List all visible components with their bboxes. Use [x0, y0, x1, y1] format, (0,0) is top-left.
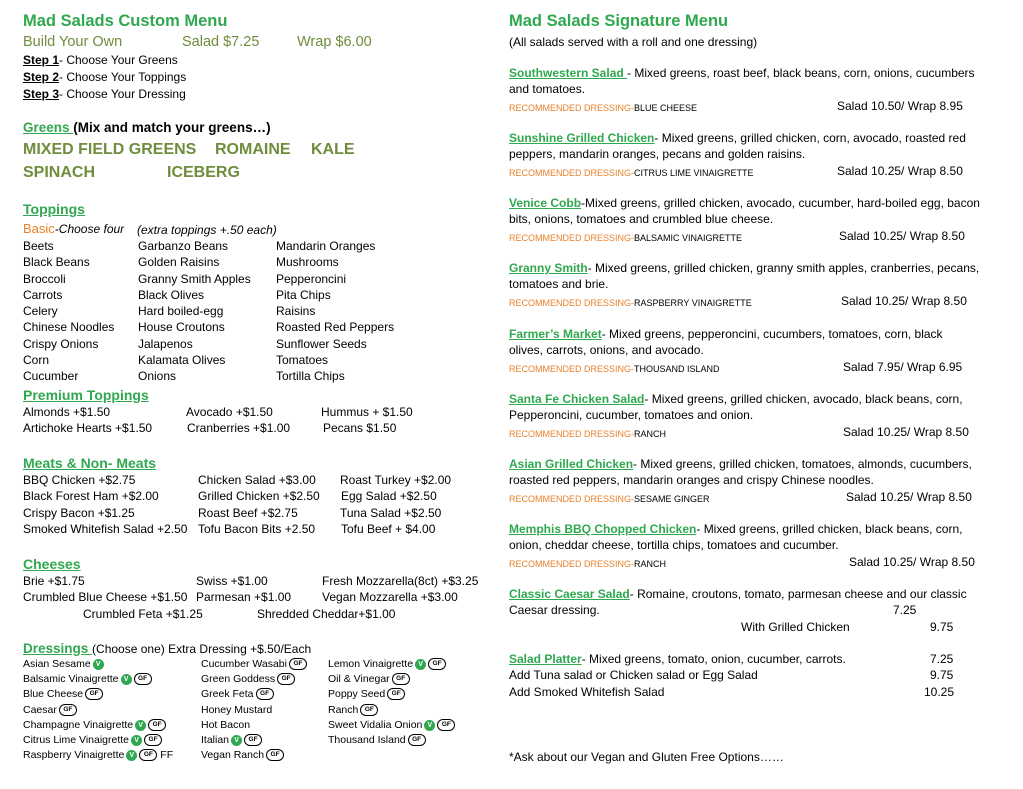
recommended-dressing: RECOMMENDED DRESSING-BLUE CHEESE: [509, 103, 698, 113]
premium-item: Almonds +$1.50: [23, 405, 111, 419]
vegan-icon: V: [126, 750, 137, 761]
topping-item: Cucumber: [23, 369, 79, 384]
salad-name: Sunshine Grilled Chicken: [509, 131, 655, 145]
salad-line: Granny Smith- Mixed greens, grilled chicken, granny smith apples, cranberries, pecans,: [509, 261, 980, 275]
salad-price: Salad 7.95/ Wrap 6.95: [843, 360, 963, 374]
dressing-item: Raspberry Vinaigrette V GF FF: [23, 749, 174, 761]
dressing-item: Greek Feta GF: [201, 688, 274, 701]
meat-item: Tuna Salad +$2.50: [340, 506, 442, 520]
salad-price: Salad 10.25/ Wrap 8.50: [837, 164, 963, 178]
topping-item: Corn: [23, 353, 50, 368]
meat-item: BBQ Chicken +$2.75: [23, 473, 136, 487]
recommended-dressing: RECOMMENDED DRESSING-RANCH: [509, 429, 667, 439]
caesar-with-price: 9.75: [930, 620, 954, 634]
salad-desc2: peppers, mandarin oranges, pecans and golden raisins.: [509, 147, 806, 161]
platter-price: 7.25: [930, 652, 954, 666]
recommended-dressing: RECOMMENDED DRESSING-CITRUS LIME VINAIGRETTE: [509, 168, 754, 178]
vegan-icon: V: [135, 720, 146, 731]
gluten-free-icon: GF: [244, 734, 262, 746]
vegan-icon: V: [231, 735, 242, 746]
premium-item: Cranberries +$1.00: [187, 421, 291, 435]
dressing-item: Balsamic Vinaigrette V GF: [23, 673, 152, 686]
salad-name: Santa Fe Chicken Salad: [509, 392, 645, 406]
gluten-free-icon: GF: [85, 688, 103, 700]
dressing-item: Italian V GF: [201, 734, 262, 747]
salad-desc2: roasted red peppers, mandarin oranges and crispy Chinese noodles.: [509, 473, 874, 487]
topping-item: Beets: [23, 239, 54, 253]
salad-line: Asian Grilled Chicken- Mixed greens, grilled chicken, tomatoes, almonds, cucumbers,: [509, 457, 972, 471]
salad-name: Southwestern Salad: [509, 66, 628, 80]
dressing-item: Caesar GF: [23, 704, 77, 717]
platter-line: Salad Platter- Mixed greens, tomato, onion, cucumber, carrots.: [509, 652, 846, 666]
dressing-item: Champagne Vinaigrette V GF: [23, 719, 166, 732]
dressing-item: Blue Cheese GF: [23, 688, 103, 701]
salad-desc2: bits, onions, tomatoes and crumbled blue cheese.: [509, 212, 774, 226]
cheese-item: Swiss +$1.00: [196, 574, 268, 588]
topping-item: Mushrooms: [276, 255, 339, 270]
gluten-free-icon: GF: [360, 704, 378, 716]
step-2: Step 2- Choose Your Toppings: [23, 70, 187, 84]
salad-desc2: Pepperoncini, cucumber, tomatoes and onion.: [509, 408, 754, 422]
gluten-free-icon: GF: [134, 673, 152, 685]
dressing-item: Honey Mustard: [201, 704, 273, 716]
dressing-item: Citrus Lime Vinaigrette V GF: [23, 734, 162, 747]
recommended-dressing: RECOMMENDED DRESSING-SESAME GINGER: [509, 494, 710, 504]
basic-toppings-label: Basic-Choose four: [23, 221, 125, 236]
cheese-item: Crumbled Blue Cheese +$1.50: [23, 590, 188, 604]
meats-heading: Meats & Non- Meats: [23, 455, 157, 471]
gluten-free-icon: GF: [408, 734, 426, 746]
vegan-icon: V: [424, 720, 435, 731]
salad-price: Salad 10.25/ Wrap 8.50: [841, 294, 967, 308]
dressing-item: Vegan Ranch GF: [201, 749, 284, 762]
dressing-item: Asian Sesame V: [23, 658, 104, 671]
topping-item: Roasted Red Peppers: [276, 320, 395, 335]
gluten-free-icon: GF: [277, 673, 295, 685]
platter-add-price: 9.75: [930, 668, 954, 682]
cheese-item: Fresh Mozzarella(8ct) +$3.25: [322, 574, 479, 588]
gluten-free-icon: GF: [428, 658, 446, 670]
salad-line: Sunshine Grilled Chicken- Mixed greens, grilled chicken, corn, avocado, roasted red: [509, 131, 966, 145]
salad-name: Asian Grilled Chicken: [509, 457, 634, 471]
gluten-free-icon: GF: [392, 673, 410, 685]
salad-name: Memphis BBQ Chopped Chicken: [509, 522, 697, 536]
dressing-item: Sweet Vidalia Onion V GF: [328, 719, 455, 732]
green-spinach: SPINACH: [23, 164, 96, 181]
salad-price: Salad 10.25/ Wrap 8.50: [839, 229, 965, 243]
dressing-item: Cucumber Wasabi GF: [201, 658, 307, 671]
dressing-item: Hot Bacon: [201, 719, 251, 731]
salad-line: Southwestern Salad - Mixed greens, roast beef, black beans, corn, onions, cucumbers: [509, 66, 975, 80]
salad-line: Venice Cobb-Mixed greens, grilled chicken, avocado, cucumber, hard-boiled egg, bacon: [509, 196, 980, 210]
recommended-dressing: RECOMMENDED DRESSING-BALSAMIC VINAIGRETTE: [509, 233, 743, 243]
salad-price: Salad 10.25/ Wrap 8.50: [846, 490, 972, 504]
topping-item: Kalamata Olives: [138, 353, 226, 368]
topping-item: Granny Smith Apples: [138, 271, 251, 286]
meat-item: Roast Turkey +$2.00: [340, 473, 452, 487]
premium-item: Avocado +$1.50: [186, 405, 273, 419]
salad-price: Salad 10.25/ Wrap 8.50: [849, 555, 975, 569]
dressing-item: Poppy Seed GF: [328, 688, 405, 701]
topping-item: Golden Raisins: [138, 255, 220, 270]
cheese-item: Crumbled Feta +$1.25: [83, 607, 203, 621]
salad-price: Salad 10.25/ Wrap 8.50: [843, 425, 969, 439]
topping-item: Chinese Noodles: [23, 320, 115, 335]
premium-item: Hummus + $1.50: [321, 405, 413, 419]
signature-menu-title: Mad Salads Signature Menu: [509, 12, 729, 30]
meat-item: Egg Salad +$2.50: [341, 489, 437, 503]
byo-salad-price: Salad $7.25: [182, 34, 260, 50]
dressing-item: Oil & Vinegar GF: [328, 673, 410, 686]
greens-heading: Greens (Mix and match your greens…): [23, 120, 271, 135]
recommended-dressing: RECOMMENDED DRESSING-RASPBERRY VINAIGRETTE: [509, 298, 752, 308]
toppings-col3: [276, 239, 394, 386]
dressing-item: Green Goddess GF: [201, 673, 295, 686]
vegan-icon: V: [415, 659, 426, 670]
ff-label: FF: [160, 749, 174, 761]
gluten-free-icon: GF: [144, 734, 162, 746]
toppings-col2: [138, 239, 251, 386]
caesar-with-label: With Grilled Chicken: [741, 620, 850, 634]
salad-desc2: tomatoes and brie.: [509, 277, 609, 291]
salad-line: Farmer’s Market- Mixed greens, pepperoncini, cucumbers, tomatoes, corn, black: [509, 327, 943, 341]
signature-subtitle: (All salads served with a roll and one dressing): [509, 35, 758, 49]
salad-line: Memphis BBQ Chopped Chicken- Mixed greens, grilled chicken, black beans, corn,: [509, 522, 963, 536]
green-kale: KALE: [311, 141, 355, 158]
meat-item: Roast Beef +$2.75: [198, 506, 298, 520]
caesar-line: Classic Caesar Salad- Romaine, croutons, tomato, parmesan cheese and our classic: [509, 587, 967, 601]
gluten-free-icon: GF: [139, 749, 157, 761]
vegan-icon: V: [121, 674, 132, 685]
platter-add-price: 10.25: [924, 685, 955, 699]
meat-item: Smoked Whitefish Salad +2.50: [23, 522, 188, 536]
gluten-free-icon: GF: [266, 749, 284, 761]
recommended-dressing: RECOMMENDED DRESSING-THOUSAND ISLAND: [509, 364, 720, 374]
toppings-col1: [23, 239, 114, 386]
salad-price: Salad 10.50/ Wrap 8.95: [837, 99, 963, 113]
topping-item: Hard boiled-egg: [138, 304, 224, 319]
gluten-free-icon: GF: [148, 719, 166, 731]
premium-item: Pecans $1.50: [323, 421, 397, 435]
platter-add-label: Add Tuna salad or Chicken salad or Egg Salad: [509, 668, 758, 682]
gluten-free-icon: GF: [437, 719, 455, 731]
meat-item: Crispy Bacon +$1.25: [23, 506, 135, 520]
meat-item: Tofu Beef + $4.00: [341, 522, 436, 536]
salad-name: Venice Cobb: [509, 196, 582, 210]
salad-desc2: and tomatoes.: [509, 82, 586, 96]
topping-item: Mandarin Oranges: [276, 239, 376, 253]
cheeses-heading: Cheeses: [23, 556, 81, 572]
cheese-item: Shredded Cheddar+$1.00: [257, 607, 396, 621]
caesar-desc2: Caesar dressing.: [509, 603, 600, 617]
vegan-icon: V: [93, 659, 104, 670]
meat-item: Grilled Chicken +$2.50: [198, 489, 320, 503]
meat-item: Tofu Bacon Bits +2.50: [198, 522, 316, 536]
recommended-dressing: RECOMMENDED DRESSING-RANCH: [509, 559, 667, 569]
topping-item: Celery: [23, 304, 58, 319]
vegan-gf-footer: *Ask about our Vegan and Gluten Free Options……: [509, 750, 784, 764]
green-iceberg: ICEBERG: [167, 164, 240, 181]
salad-desc2: olives, carrots, onions, and avocado.: [509, 343, 704, 357]
platter-add-label: Add Smoked Whitefish Salad: [509, 685, 665, 699]
topping-item: Crispy Onions: [23, 336, 99, 351]
salad-line: Santa Fe Chicken Salad- Mixed greens, grilled chicken, avocado, black beans, corn,: [509, 392, 963, 406]
cheese-item: Brie +$1.75: [23, 574, 85, 588]
topping-item: Sunflower Seeds: [276, 336, 367, 351]
topping-item: Black Olives: [138, 287, 205, 302]
dressing-item: Ranch GF: [328, 704, 378, 717]
dressing-item: Thousand Island GF: [328, 734, 426, 747]
dressings-heading: Dressings (Choose one) Extra Dressing +$.50/Each: [23, 641, 312, 656]
topping-item: Tomatoes: [276, 353, 329, 368]
salad-desc2: onion, cheddar cheese, tortilla chips, tomatoes and cucumber.: [509, 538, 839, 552]
salad-name: Granny Smith: [509, 261, 588, 275]
byo-wrap-price: Wrap $6.00: [297, 34, 372, 50]
green-romaine: ROMAINE: [215, 141, 291, 158]
topping-item: Garbanzo Beans: [138, 239, 229, 253]
step-3: Step 3- Choose Your Dressing: [23, 87, 186, 101]
meat-item: Chicken Salad +$3.00: [198, 473, 316, 487]
gluten-free-icon: GF: [256, 688, 274, 700]
premium-heading: Premium Toppings: [23, 387, 149, 403]
dressing-item: Lemon Vinaigrette V GF: [328, 658, 446, 671]
topping-item: House Croutons: [138, 320, 225, 335]
cheese-item: Vegan Mozzarella +$3.00: [322, 590, 458, 604]
gluten-free-icon: GF: [59, 704, 77, 716]
gluten-free-icon: GF: [387, 688, 405, 700]
salad-name: Farmer’s Market: [509, 327, 602, 341]
vegan-icon: V: [131, 735, 142, 746]
gluten-free-icon: GF: [289, 658, 307, 670]
topping-item: Raisins: [276, 304, 316, 319]
topping-item: Pepperoncini: [276, 271, 347, 286]
topping-item: Onions: [138, 369, 177, 384]
topping-item: Broccoli: [23, 271, 66, 286]
toppings-heading: Toppings: [23, 201, 85, 217]
custom-menu-title: Mad Salads Custom Menu: [23, 12, 228, 30]
green-mixed: MIXED FIELD GREENS: [23, 141, 197, 158]
basic-toppings-extra: (extra toppings +.50 each): [137, 223, 277, 237]
caesar-price: 7.25: [893, 603, 917, 617]
topping-item: Carrots: [23, 287, 63, 302]
topping-item: Pita Chips: [276, 287, 331, 302]
step-1: Step 1- Choose Your Greens: [23, 53, 178, 67]
topping-item: Tortilla Chips: [276, 369, 345, 384]
byo-label: Build Your Own: [23, 34, 123, 50]
cheese-item: Parmesan +$1.00: [196, 590, 292, 604]
topping-item: Black Beans: [23, 255, 90, 270]
topping-item: Jalapenos: [138, 336, 193, 351]
meat-item: Black Forest Ham +$2.00: [23, 489, 159, 503]
premium-item: Artichoke Hearts +$1.50: [23, 421, 153, 435]
